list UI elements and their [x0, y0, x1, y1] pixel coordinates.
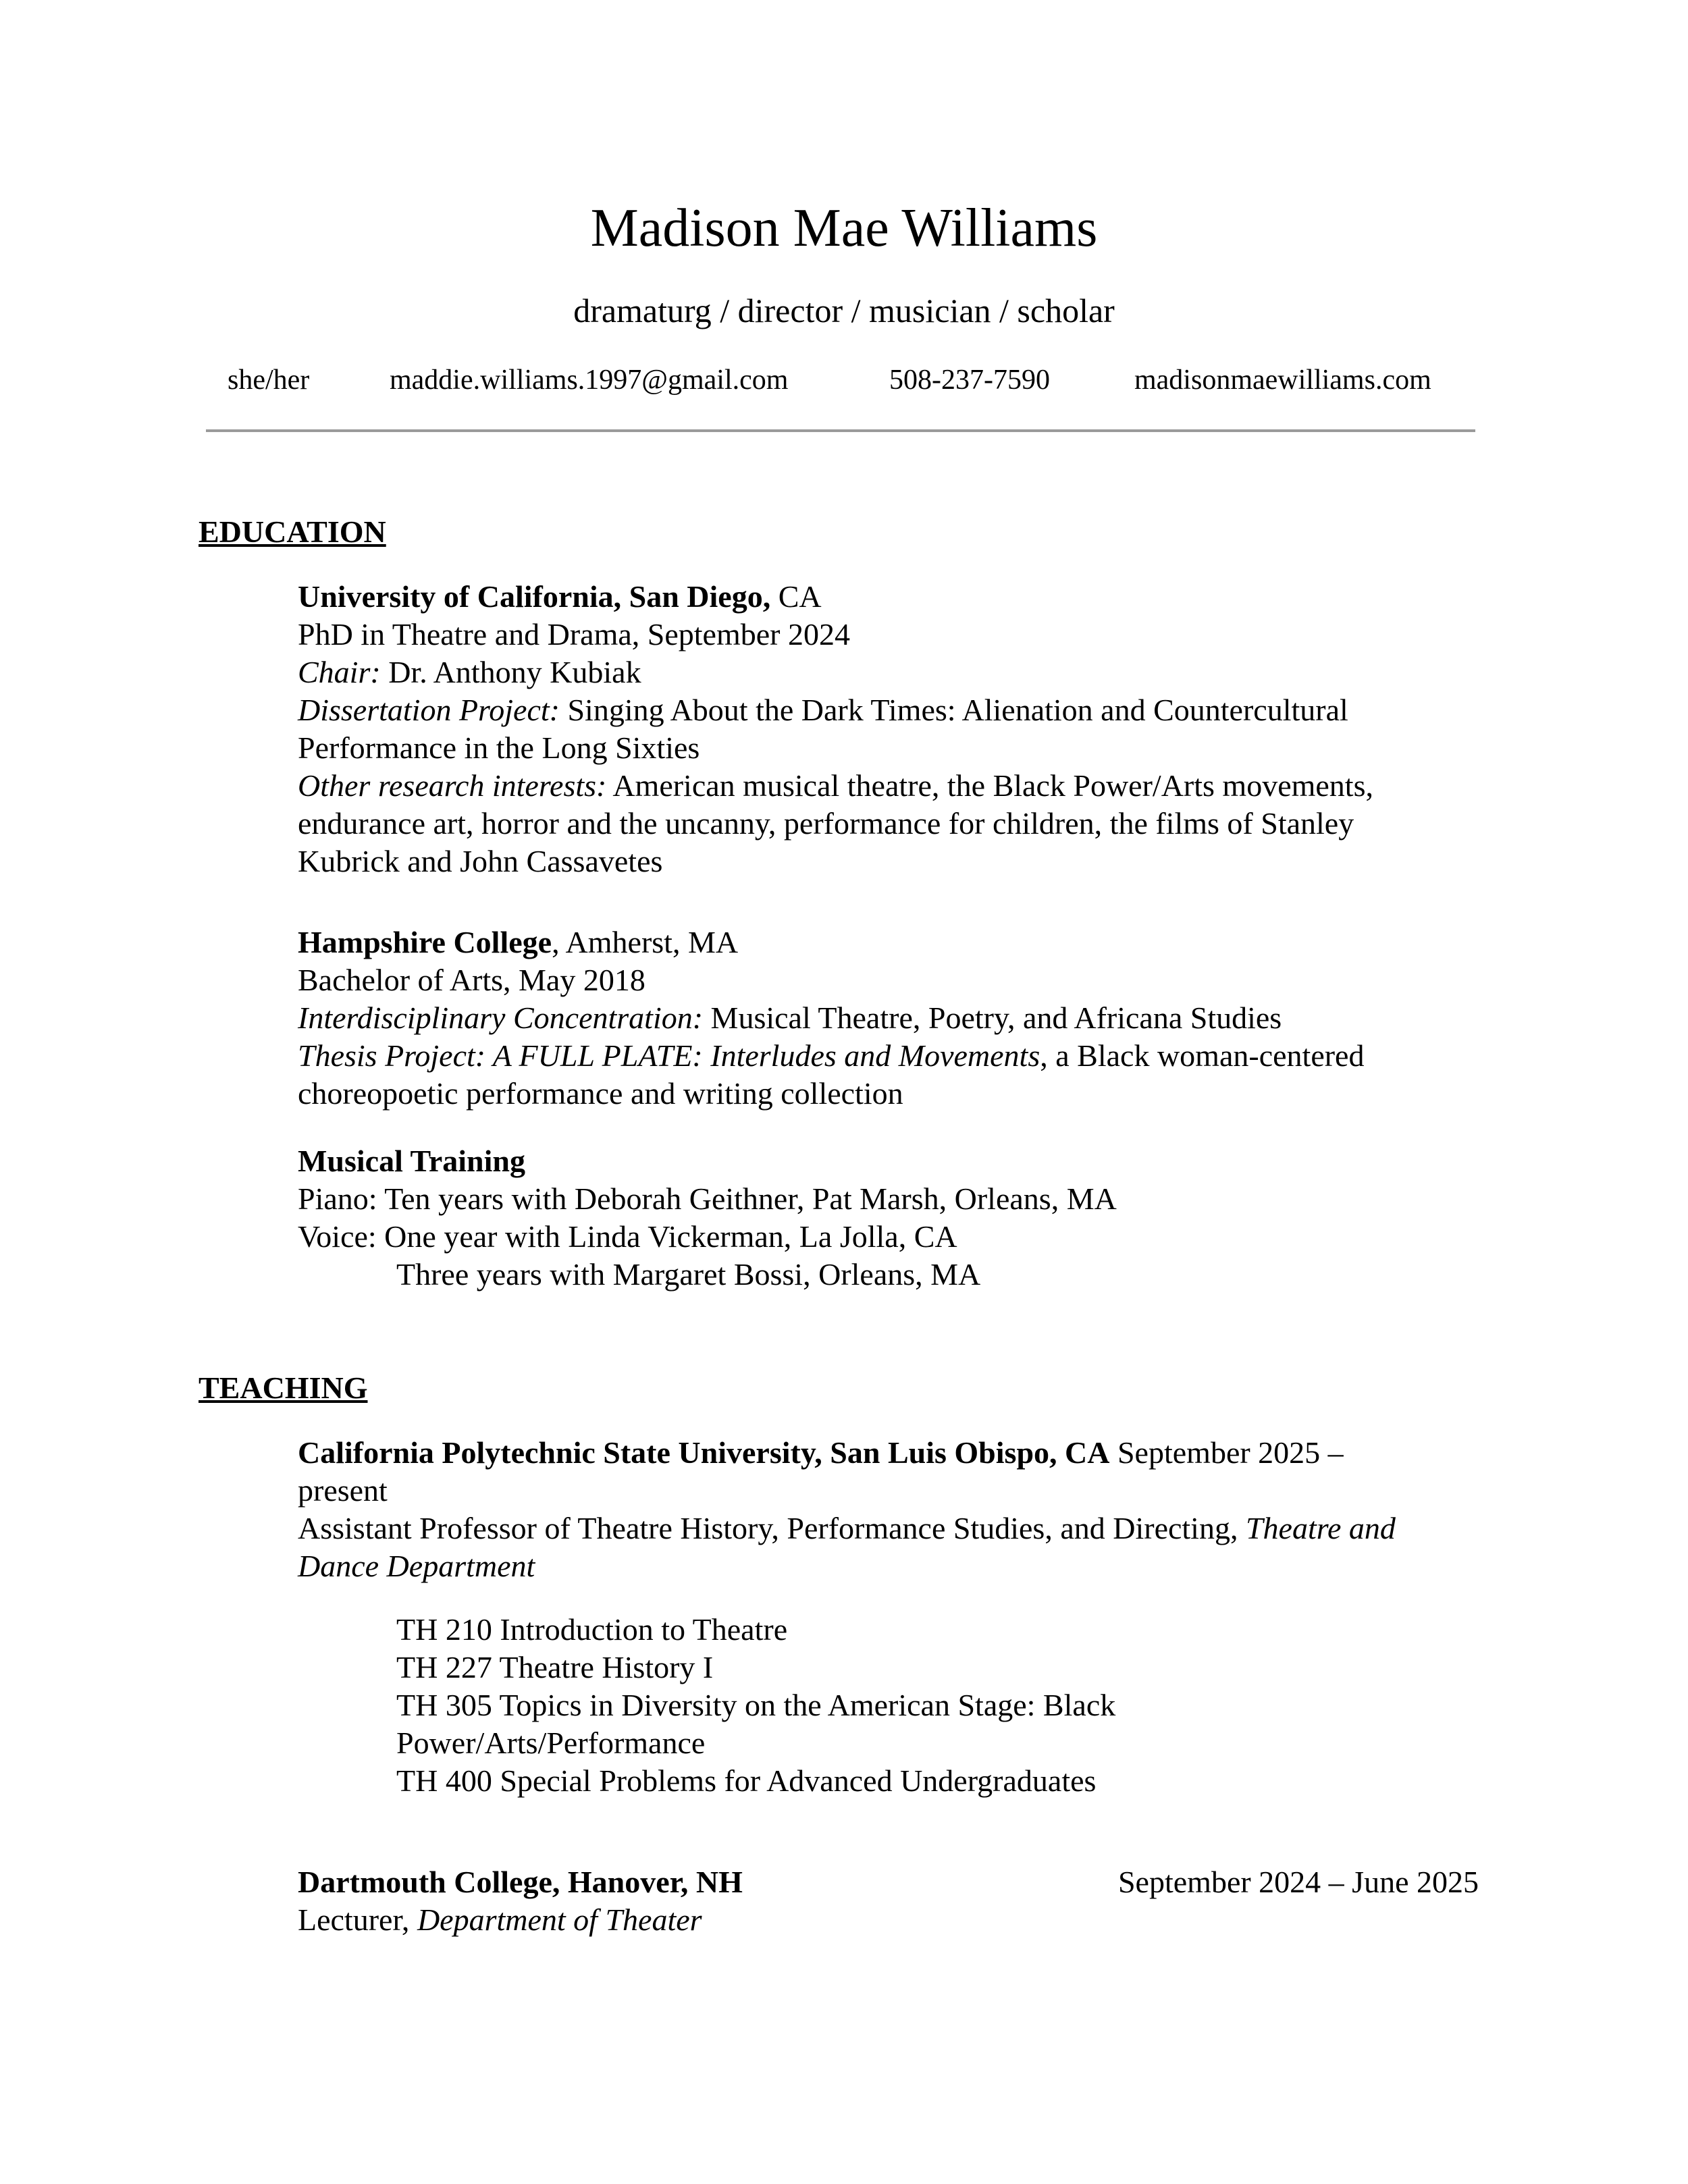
hampshire-school-line: Hampshire College, Amherst, MA [298, 925, 739, 959]
hampshire-entry: Hampshire College, Amherst, MA Bachelor of Arts, May 2018 Interdisciplinary Concentration: Musical Theatre, Poetry, and Africana Studies Thesis Project: A FULL PLATE: Interludes and Movements, a Black woman-centered choreopoetic performance and writing collection [298, 925, 1365, 1111]
dartmouth-title: Lecturer, Department of Theater [298, 1902, 702, 1937]
dartmouth-school: Dartmouth College, Hanover, NH [298, 1865, 743, 1899]
resume-name: Madison Mae Williams [590, 198, 1098, 258]
hampshire-school: Hampshire College [298, 925, 552, 959]
voice-training-continued: Three years with Margaret Bossi, Orleans, MA [396, 1257, 981, 1291]
email-link[interactable]: maddie.williams.1997@gmail.com [390, 365, 789, 396]
piano-training: Piano: Ten years with Deborah Geithner, Pat Marsh, Orleans, MA [298, 1181, 1117, 1216]
phone-number: 508-237-7590 [889, 365, 1050, 396]
course-item: TH 210 Introduction to Theatre [396, 1612, 788, 1647]
calpoly-title: Assistant Professor of Theatre History, Performance Studies, and Directing, Theatre and [298, 1511, 1396, 1545]
resume-tagline: dramaturg / director / musician / scholar [573, 292, 1115, 329]
musical-training-heading: Musical Training [298, 1144, 525, 1178]
ucsd-school-line: University of California, San Diego, CA [298, 579, 822, 614]
ucsd-interests: Other research interests: American musical theatre, the Black Power/Arts movements, [298, 768, 1373, 803]
pronouns: she/her [228, 365, 310, 396]
dartmouth-entry [298, 1863, 743, 1939]
calpoly-courses [298, 1611, 1115, 1800]
teaching-heading: TEACHING [199, 1370, 368, 1405]
calpoly-school: California Polytechnic State University, San Luis Obispo, CA [298, 1435, 1110, 1470]
course-item-continued: Power/Arts/Performance [396, 1726, 706, 1760]
ucsd-chair: Chair: Dr. Anthony Kubiak [298, 655, 641, 689]
musical-training [298, 1142, 1117, 1294]
ucsd-degree: PhD in Theatre and Drama, September 2024 [298, 617, 850, 651]
course-item: TH 305 Topics in Diversity on the American Stage: Black [396, 1688, 1116, 1722]
hampshire-degree: Bachelor of Arts, May 2018 [298, 963, 645, 997]
voice-training: Voice: One year with Linda Vickerman, La Jolla, CA [298, 1219, 957, 1254]
hampshire-concentration: Interdisciplinary Concentration: Musical Theatre, Poetry, and Africana Studies [298, 1001, 1282, 1035]
dartmouth-dates: September 2024 – June 2025 [1117, 1865, 1479, 1899]
ucsd-school: University of California, San Diego, [298, 579, 771, 614]
ucsd-entry: University of California, San Diego, CA PhD in Theatre and Drama, September 2024 Chair: Dr. Anthony Kubiak Dissertation Project: Singing About the Dark Times: Alienation and Countercultural Performance in the Long Sixties Other research interests: American musical theatre, the Black Power/Arts movements, endurance art, horror and the uncanny, performance for children, the films of Stanley Kubrick and John Cassavetes [298, 579, 1373, 878]
ucsd-dissertation: Dissertation Project: Singing About the Dark Times: Alienation and Countercultural [298, 693, 1348, 727]
header-divider [206, 429, 1475, 432]
course-item: TH 227 Theatre History I [396, 1650, 714, 1684]
calpoly-school-line [298, 1434, 1396, 1472]
hampshire-thesis: Thesis Project: A FULL PLATE: Interludes and Movements, a Black woman-centered [298, 1038, 1365, 1073]
calpoly-dates: September 2025 – [1109, 1435, 1344, 1470]
website-link[interactable]: madisonmaewilliams.com [1134, 365, 1431, 396]
calpoly-entry: California Polytechnic State University, San Luis Obispo, CA September 2025 – present Assistant Professor of Theatre History, Performance Studies, and Directing, Theatre and Dance Department [298, 1435, 1396, 1583]
education-heading: EDUCATION [199, 514, 386, 549]
course-item: TH 400 Special Problems for Advanced Undergraduates [396, 1763, 1097, 1798]
